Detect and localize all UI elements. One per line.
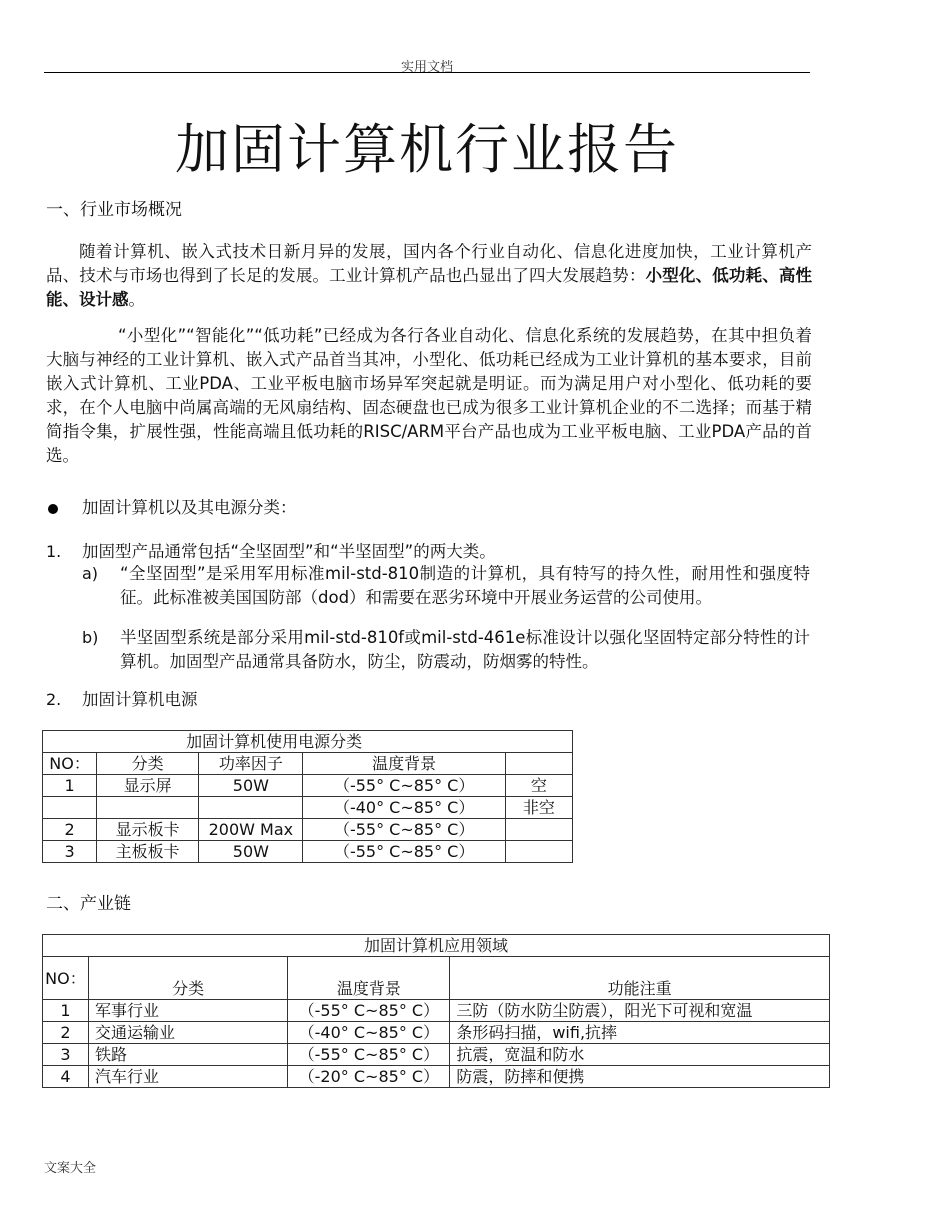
list-item-1-text: 加固型产品通常包括“全坚固型”和“半坚固型”的两大类。 bbox=[82, 542, 496, 561]
table-cell: 50W bbox=[199, 775, 303, 797]
table-cell: 铁路 bbox=[88, 1044, 287, 1066]
table-cell: （-55° C~85° C） bbox=[303, 841, 505, 863]
table-cell: 交通运输业 bbox=[88, 1022, 287, 1044]
table-cell: （-55° C~85° C） bbox=[288, 1044, 450, 1066]
table-cell bbox=[43, 797, 97, 819]
power-table-header-cell: 分类 bbox=[97, 753, 199, 775]
app-table-caption-row bbox=[43, 935, 830, 957]
bullet-dot-icon bbox=[48, 504, 58, 514]
page-header: 实用文档 bbox=[400, 60, 453, 75]
list-item-1b-label: b) bbox=[82, 628, 99, 647]
table-cell: （-55° C~85° C） bbox=[288, 1000, 450, 1022]
list-item-2-number: 2. bbox=[46, 690, 62, 709]
table-cell: （-55° C~85° C） bbox=[303, 819, 505, 841]
table-cell: 200W Max bbox=[199, 819, 303, 841]
table-cell: 3 bbox=[43, 1044, 89, 1066]
table-cell: 1 bbox=[43, 1000, 89, 1022]
section1-heading: 一、行业市场概况 bbox=[46, 200, 182, 220]
power-table-caption-row bbox=[43, 731, 573, 753]
table-cell: 1 bbox=[43, 775, 97, 797]
table-row bbox=[43, 841, 573, 863]
list-item-1-number: 1. bbox=[46, 542, 62, 561]
header-rule bbox=[44, 72, 810, 73]
table-cell: 4 bbox=[43, 1066, 89, 1088]
table-cell bbox=[97, 797, 199, 819]
table-cell bbox=[505, 841, 572, 863]
table-cell: （-40° C~85° C） bbox=[288, 1022, 450, 1044]
list-item-2-text: 加固计算机电源 bbox=[82, 690, 198, 709]
bullet-text: 加固计算机以及其电源分类： bbox=[82, 498, 297, 517]
table-cell: 条形码扫描，wifi,抗摔 bbox=[450, 1022, 830, 1044]
para1-end: 。 bbox=[128, 290, 145, 309]
app-table-header-cell: 功能注重 bbox=[450, 957, 830, 1000]
table-cell: 空 bbox=[505, 775, 572, 797]
section1-paragraph-1 bbox=[46, 240, 812, 312]
list-item-1a-label: a) bbox=[82, 564, 99, 583]
table-cell: 主板板卡 bbox=[97, 841, 199, 863]
table-cell: 2 bbox=[43, 1022, 89, 1044]
power-table bbox=[42, 730, 573, 863]
section2-heading: 二、产业链 bbox=[46, 894, 131, 914]
table-cell: 显示屏 bbox=[97, 775, 199, 797]
power-table-header-cell: 功率因子 bbox=[199, 753, 303, 775]
app-table-header-row bbox=[43, 957, 830, 1000]
table-row bbox=[43, 1066, 830, 1088]
table-cell bbox=[505, 819, 572, 841]
para1-text: 随着计算机、嵌入式技术日新月异的发展，国内各个行业自动化、信息化进度加快，工业计算机产品、技术与市场也得到了长足的发展。工业计算机产品也凸显出了四大发展趋势： bbox=[46, 242, 812, 285]
table-row bbox=[43, 775, 573, 797]
table-cell: （-55° C~85° C） bbox=[303, 775, 505, 797]
table-row bbox=[43, 819, 573, 841]
table-row bbox=[43, 1044, 830, 1066]
table-cell: 三防（防水防尘防震），阳光下可视和宽温 bbox=[450, 1000, 830, 1022]
application-table bbox=[42, 934, 830, 1088]
app-table-header-cell: NO： bbox=[43, 957, 89, 1000]
power-table-caption: 加固计算机使用电源分类 bbox=[43, 731, 506, 753]
list-item-1a-text: “全坚固型”是采用军用标准mil-std-810制造的计算机，具有特写的持久性，耐用性和强度特征。此标准被美国国防部（dod）和需要在恶劣环境中开展业务运营的公司使用。 bbox=[120, 564, 810, 607]
table-cell: 2 bbox=[43, 819, 97, 841]
table-cell: 汽车行业 bbox=[88, 1066, 287, 1088]
table-cell: 非空 bbox=[505, 797, 572, 819]
table-cell: 显示板卡 bbox=[97, 819, 199, 841]
section1-paragraph-2: “小型化”“智能化”“低功耗”已经成为各行各业自动化、信息化系统的发展趋势，在其中担负着大脑与神经的工业计算机、嵌入式产品首当其冲，小型化、低功耗已经成为工业计算机的基本要求，目前嵌入式计算机、工业PDA、工业平板电脑市场异军突起就是明证。而为满足用户对小型化、低功耗的要求，在个人电脑中尚属高端的无风扇结构、固态硬盘也已成为很多工业计算机企业的不二选择；而基于精简指令集，扩展性强，性能高端且低功耗的RISC/ARM平台产品也成为工业平板电脑、工业PDA产品的首选。 bbox=[46, 326, 812, 465]
page-footer: 文案大全 bbox=[44, 1161, 97, 1176]
table-cell: 防震，防摔和便携 bbox=[450, 1066, 830, 1088]
power-table-header-row bbox=[43, 753, 573, 775]
table-row bbox=[43, 1022, 830, 1044]
power-table-header-cell bbox=[505, 753, 572, 775]
table-cell: 抗震，宽温和防水 bbox=[450, 1044, 830, 1066]
table-cell bbox=[199, 797, 303, 819]
table-row bbox=[43, 1000, 830, 1022]
power-table-header-cell: 温度背景 bbox=[303, 753, 505, 775]
table-cell: 3 bbox=[43, 841, 97, 863]
table-cell: 50W bbox=[199, 841, 303, 863]
power-table-header-cell: NO： bbox=[43, 753, 97, 775]
para1-bold-trends: 小型化、低功耗、高性能、设计感 bbox=[46, 266, 813, 309]
table-cell: （-40° C~85° C） bbox=[303, 797, 505, 819]
table-cell: 军事行业 bbox=[88, 1000, 287, 1022]
page-title: 加固计算机行业报告 bbox=[175, 118, 679, 181]
table-cell: （-20° C~85° C） bbox=[288, 1066, 450, 1088]
app-table-header-cell: 分类 bbox=[88, 957, 287, 1000]
app-table-caption: 加固计算机应用领域 bbox=[43, 935, 830, 957]
power-table-caption-blank bbox=[505, 731, 572, 753]
list-item-1b-text: 半坚固型系统是部分采用mil-std-810f或mil-std-461e标准设计以强化坚固特定部分特性的计算机。加固型产品通常具备防水，防尘，防震动，防烟雾的特性。 bbox=[120, 628, 810, 671]
table-row bbox=[43, 797, 573, 819]
app-table-header-cell: 温度背景 bbox=[288, 957, 450, 1000]
